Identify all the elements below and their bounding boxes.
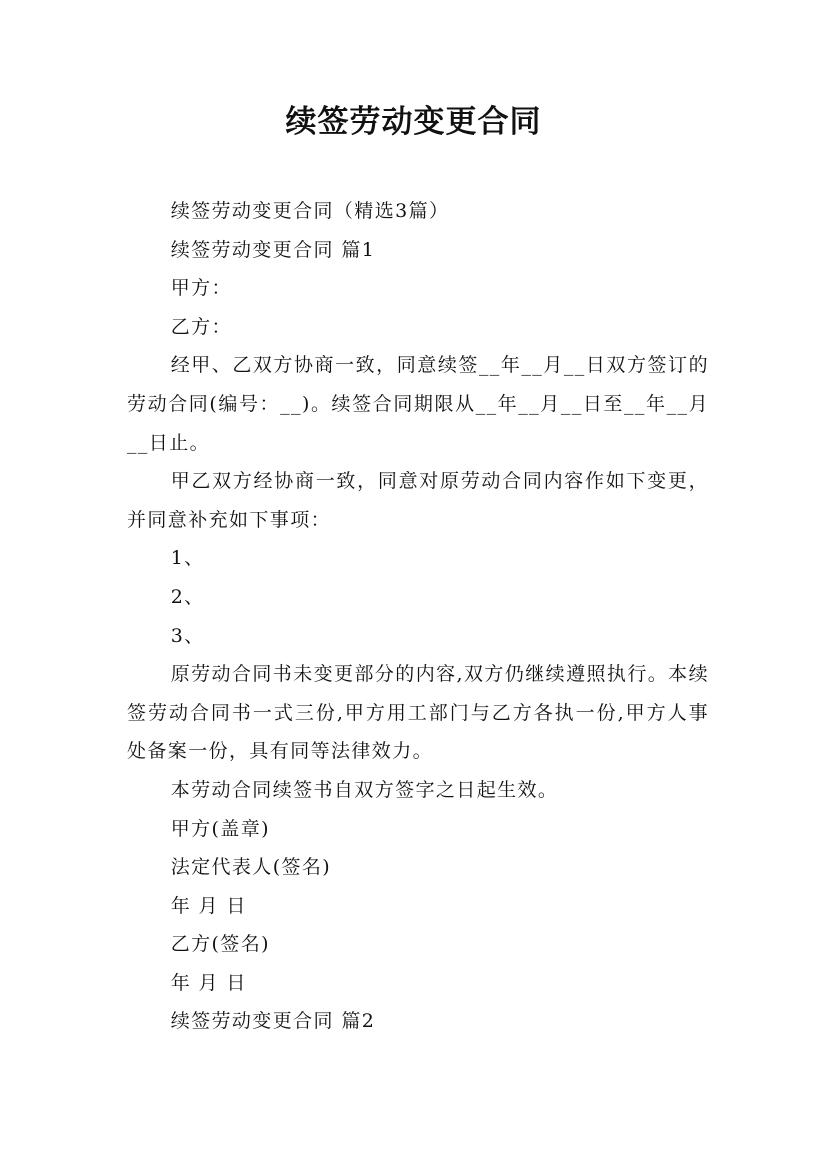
paragraph-date-b: 年 月 日 xyxy=(170,971,247,994)
paragraph-item-3: 3、 xyxy=(170,624,205,647)
paragraph-effective: 本劳动合同续签书自双方签字之日起生效。 xyxy=(170,778,559,801)
document-title: 续签劳动变更合同 xyxy=(285,104,542,140)
paragraph-party-b: 乙方： xyxy=(170,315,232,338)
paragraph-party-a-seal: 甲方(盖章) xyxy=(170,817,270,840)
paragraph-legal-representative: 法定代表人(签名) xyxy=(170,856,332,879)
document-body xyxy=(127,192,709,1041)
paragraph-party-a: 甲方： xyxy=(170,277,232,300)
paragraph-date-a: 年 月 日 xyxy=(170,894,247,917)
paragraph-renewal-terms: 经甲、乙双方协商一致，同意续签__年__月__日双方签订的劳动合同(编号：__)。续签合同期限从__年__月__日至__年__月__日止。 xyxy=(127,354,709,454)
paragraph-item-2: 2、 xyxy=(170,585,205,608)
paragraph-party-b-signature: 乙方(签名) xyxy=(170,933,270,956)
paragraph-section-heading-1: 续签劳动变更合同 篇1 xyxy=(170,238,376,261)
paragraph-changes-intro: 甲乙双方经协商一致，同意对原劳动合同内容作如下变更，并同意补充如下事项： xyxy=(127,470,709,531)
paragraph-subtitle: 续签劳动变更合同（精选3篇） xyxy=(170,200,450,222)
paragraph-original-contract: 原劳动合同书未变更部分的内容,双方仍继续遵照执行。本续签劳动合同书一式三份,甲方用工部门与乙方各执一份,甲方人事处备案一份，具有同等法律效力。 xyxy=(127,663,709,763)
paragraph-section-heading-2: 续签劳动变更合同 篇2 xyxy=(170,1010,376,1033)
paragraph-item-1: 1、 xyxy=(170,547,205,570)
